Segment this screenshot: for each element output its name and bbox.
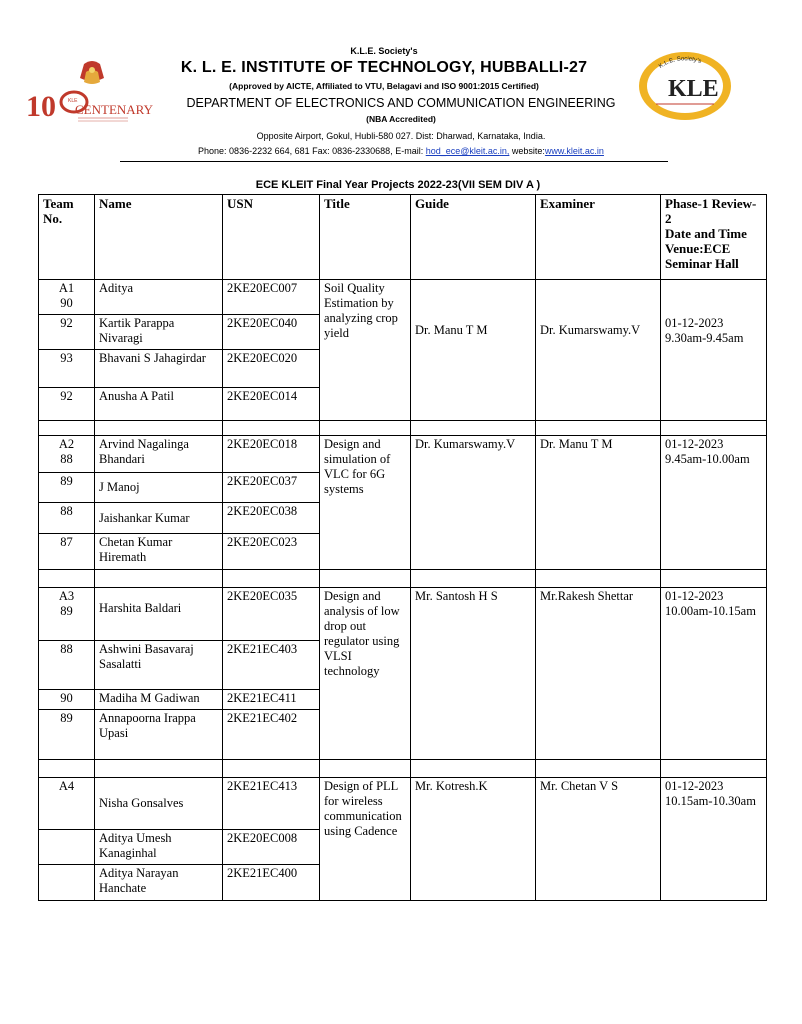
header-guide: Guide: [411, 195, 536, 280]
svg-text:KLE: KLE: [68, 98, 78, 104]
member-name: Annapoorna Irappa Upasi: [95, 710, 223, 760]
member-usn: 2KE20EC038: [223, 503, 320, 534]
spacer-row: [39, 570, 767, 588]
member-usn: 2KE20EC008: [223, 830, 320, 865]
member-mark: [39, 865, 95, 901]
member-usn: 2KE20EC018: [223, 436, 320, 473]
member-mark: 88: [39, 641, 95, 690]
table-header-row: [39, 195, 767, 280]
project-title: Soil Quality Estimation by analyzing crop yield: [320, 280, 411, 421]
header-examiner: Examiner: [536, 195, 661, 280]
member-mark: 92: [39, 388, 95, 421]
member-name: Kartik Parappa Nivaragi: [95, 315, 223, 350]
header-usn: USN: [223, 195, 320, 280]
review-schedule: 01-12-2023 9.45am-10.00am: [661, 436, 767, 570]
member-mark: 93: [39, 350, 95, 388]
member-usn: 2KE21EC403: [223, 641, 320, 690]
address-line: Opposite Airport, Gokul, Hubli-580 027. Dist: Dharwad, Karnataka, India.: [256, 131, 546, 141]
centenary-text: CENTENARY: [75, 102, 153, 117]
team-cell: A2 88: [39, 436, 95, 473]
spacer-row: [39, 421, 767, 436]
member-name: Aditya: [95, 280, 223, 315]
member-name: Jaishankar Kumar: [95, 503, 223, 534]
member-usn: 2KE20EC040: [223, 315, 320, 350]
centenary-number: 10: [26, 90, 56, 123]
project-guide: Dr. Kumarswamy.V: [411, 436, 536, 570]
header-name: Name: [95, 195, 223, 280]
member-name: Chetan Kumar Hiremath: [95, 534, 223, 570]
project-examiner: Dr. Manu T M: [536, 436, 661, 570]
member-usn: 2KE20EC023: [223, 534, 320, 570]
member-usn: 2KE21EC402: [223, 710, 320, 760]
seal-text: K.L.E. Society's: [658, 56, 702, 70]
member-name: Ashwini Basavaraj Sasalatti: [95, 641, 223, 690]
member-name: Madiha M Gadiwan: [95, 690, 223, 710]
spacer-row: [39, 760, 767, 778]
project-examiner: Dr. Kumarswamy.V: [536, 280, 661, 421]
contact-line: Phone: 0836-2232 664, 681 Fax: 0836-2330688, E-mail: hod_ece@kleit.ac.in, website:www.kleit.ac.in: [198, 146, 604, 156]
member-usn: 2KE20EC007: [223, 280, 320, 315]
member-usn: 2KE21EC411: [223, 690, 320, 710]
header-title: Title: [320, 195, 411, 280]
member-name: Aditya Narayan Hanchate: [95, 865, 223, 901]
institute-name: K. L. E. INSTITUTE OF TECHNOLOGY, HUBBALLI-27: [180, 59, 588, 76]
member-mark: [39, 830, 95, 865]
website-link[interactable]: www.kleit.ac.in: [544, 146, 604, 156]
member-name: Arvind Nagalinga Bhandari: [95, 436, 223, 473]
member-usn: 2KE20EC014: [223, 388, 320, 421]
review-schedule: 01-12-2023 9.30am-9.45am: [661, 280, 767, 421]
member-mark: 92: [39, 315, 95, 350]
member-name: J Manoj: [95, 473, 223, 503]
projects-table: [38, 194, 767, 901]
seal-letters: KLE: [668, 76, 719, 102]
team-cell: A3 89: [39, 588, 95, 641]
accreditation-line: (NBA Accredited): [366, 114, 436, 124]
member-mark: 87: [39, 534, 95, 570]
member-usn: 2KE21EC400: [223, 865, 320, 901]
approval-line: (Approved by AICTE, Affiliated to VTU, Belagavi and ISO 9001:2015 Certified): [229, 81, 539, 91]
header-team: Team No.: [39, 195, 95, 280]
member-name: Aditya Umesh Kanaginhal: [95, 830, 223, 865]
project-guide: Mr. Santosh H S: [411, 588, 536, 760]
review-schedule: 01-12-2023 10.00am-10.15am: [661, 588, 767, 760]
table-row: [39, 280, 767, 315]
member-usn: 2KE20EC020: [223, 350, 320, 388]
project-examiner: Mr.Rakesh Shettar: [536, 588, 661, 760]
project-guide: Mr. Kotresh.K: [411, 778, 536, 901]
member-name: Nisha Gonsalves: [95, 778, 223, 830]
header-phase: Phase-1 Review-2 Date and Time Venue:ECE Seminar Hall: [661, 195, 767, 280]
table-row: [39, 588, 767, 641]
member-name: Anusha A Patil: [95, 388, 223, 421]
society-name: K.L.E. Society's: [350, 46, 418, 56]
department-name: DEPARTMENT OF ELECTRONICS AND COMMUNICATION ENGINEERING: [186, 96, 616, 110]
table-row: [39, 778, 767, 830]
letterhead: [0, 0, 768, 165]
member-usn: 2KE20EC037: [223, 473, 320, 503]
member-usn: 2KE21EC413: [223, 778, 320, 830]
table-row: [39, 436, 767, 473]
project-examiner: Mr. Chetan V S: [536, 778, 661, 901]
project-title: Design of PLL for wireless communication using Cadence: [320, 778, 411, 901]
member-name: Harshita Baldari: [95, 588, 223, 641]
header-divider: [120, 161, 668, 162]
member-name: Bhavani S Jahagirdar: [95, 350, 223, 388]
team-cell: A4: [39, 778, 95, 830]
project-title: Design and simulation of VLC for 6G systems: [320, 436, 411, 570]
member-mark: 89: [39, 710, 95, 760]
member-mark: 90: [39, 690, 95, 710]
member-mark: 89: [39, 473, 95, 503]
review-schedule: 01-12-2023 10.15am-10.30am: [661, 778, 767, 901]
member-mark: 88: [39, 503, 95, 534]
member-usn: 2KE20EC035: [223, 588, 320, 641]
document-title: ECE KLEIT Final Year Projects 2022-23(VII SEM DIV A ): [255, 179, 541, 191]
email-link[interactable]: hod_ece@kleit.ac.in,: [425, 146, 510, 156]
project-guide: Dr. Manu T M: [411, 280, 536, 421]
kleit-seal-logo: [636, 50, 734, 122]
team-cell: A1 90: [39, 280, 95, 315]
project-title: Design and analysis of low drop out regulator using VLSI technology: [320, 588, 411, 760]
